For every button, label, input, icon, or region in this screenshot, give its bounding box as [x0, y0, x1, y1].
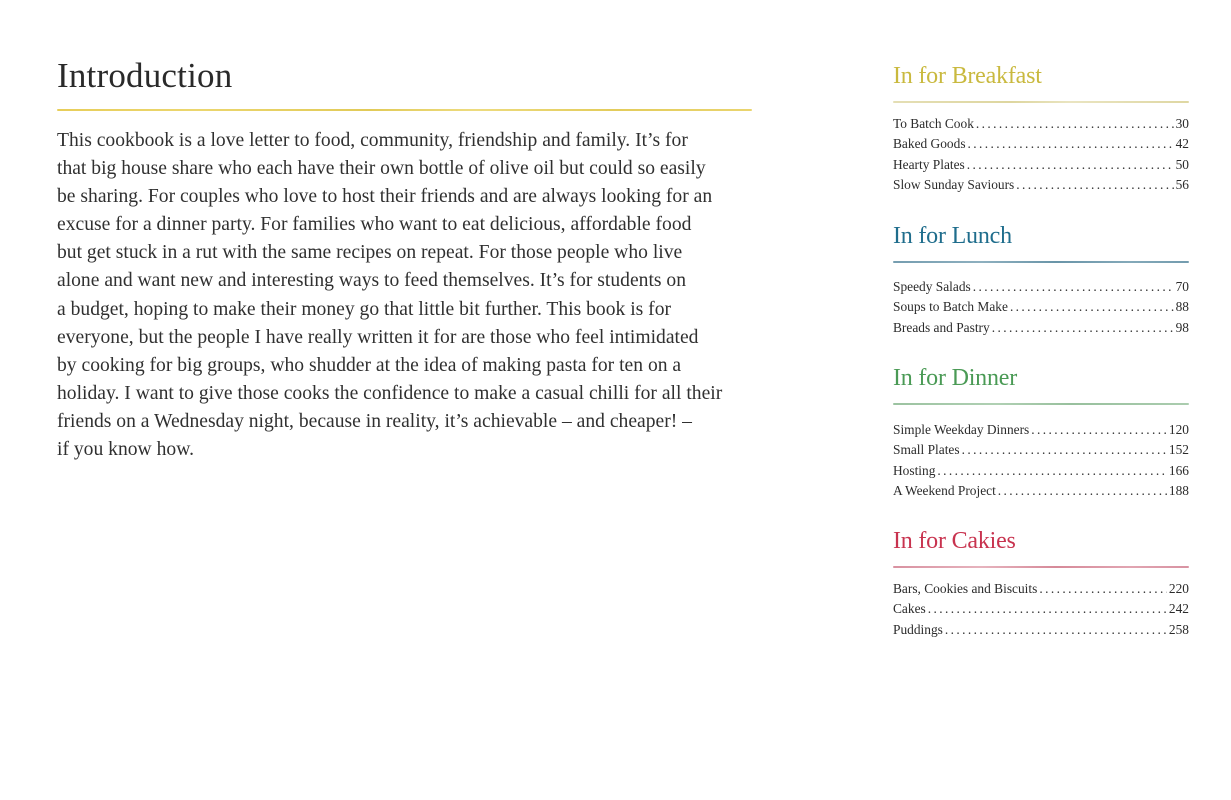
toc-section-cakies — [893, 525, 1189, 656]
entry-page-number: 70 — [1175, 279, 1189, 294]
dot-leader — [968, 134, 1174, 154]
section-heading-breakfast: In for Breakfast — [893, 63, 1042, 89]
entry-label: Cakes — [893, 601, 926, 617]
entry-label: Speedy Salads — [893, 279, 971, 294]
entry-page-number: 242 — [1168, 601, 1189, 617]
dot-leader — [976, 114, 1174, 134]
entry-label: Hosting — [893, 462, 936, 478]
section-heading-cakies: In for Cakies — [893, 528, 1016, 554]
body-line: This cookbook is a love letter to food, community, friendship and family. It’s for — [57, 130, 688, 151]
toc-entry[interactable] — [893, 134, 1189, 154]
body-line: by cooking for big groups, who shudder at the idea of making pasta for ten on a — [57, 354, 682, 376]
toc-section-dinner — [893, 362, 1189, 517]
entry-page-number: 166 — [1168, 462, 1189, 478]
page-title: Introduction — [57, 56, 233, 95]
toc-entry[interactable] — [893, 599, 1189, 619]
dot-leader — [1016, 175, 1173, 195]
dot-leader — [998, 481, 1167, 501]
section-heading-lunch: In for Lunch — [893, 223, 1012, 249]
toc-entry[interactable] — [893, 297, 1189, 317]
dot-leader — [973, 277, 1174, 297]
toc-section-breakfast — [893, 60, 1189, 211]
introduction-body — [57, 127, 757, 464]
dot-leader — [945, 620, 1167, 640]
dot-leader — [1039, 579, 1167, 599]
entry-page-number: 152 — [1168, 442, 1189, 458]
introduction-section — [57, 52, 757, 464]
toc-list-dinner — [893, 420, 1189, 501]
dot-leader — [928, 599, 1167, 619]
toc-entry[interactable] — [893, 620, 1189, 640]
toc-section-lunch — [893, 220, 1189, 354]
dot-leader — [1010, 297, 1174, 317]
toc-list-breakfast — [893, 114, 1189, 195]
toc-entry[interactable] — [893, 155, 1189, 175]
toc-entry[interactable] — [893, 440, 1189, 460]
body-line: that big house share who each have their own bottle of olive oil but could so easily — [57, 158, 706, 180]
title-divider — [57, 109, 752, 111]
entry-page-number: 88 — [1175, 299, 1189, 315]
entry-label: Breads and Pastry — [893, 319, 990, 335]
dot-leader — [937, 461, 1166, 481]
entry-label: Puddings — [893, 621, 943, 637]
toc-entry[interactable] — [893, 481, 1189, 501]
toc-list-cakies — [893, 579, 1189, 640]
body-line: everyone, but the people I have really written it for are those who feel intimidated — [57, 326, 699, 348]
entry-page-number: 220 — [1168, 581, 1189, 596]
entry-label: Hearty Plates — [893, 156, 965, 172]
toc-entry[interactable] — [893, 579, 1189, 599]
dot-leader — [1031, 420, 1167, 440]
body-line: but get stuck in a rut with the same recipes on repeat. For those people who live — [57, 242, 683, 264]
section-divider — [893, 261, 1189, 263]
dot-leader — [962, 440, 1167, 460]
body-line: excuse for a dinner party. For families who want to eat delicious, affordable food — [57, 214, 692, 236]
dot-leader — [992, 318, 1174, 338]
entry-page-number: 56 — [1175, 176, 1189, 192]
entry-page-number: 30 — [1175, 116, 1189, 131]
toc-entry[interactable] — [893, 420, 1189, 440]
entry-page-number: 98 — [1175, 319, 1189, 335]
toc-entry[interactable] — [893, 114, 1189, 134]
section-divider — [893, 101, 1189, 103]
entry-label: A Weekend Project — [893, 482, 996, 498]
body-line: if you know how. — [57, 439, 194, 461]
body-line: friends on a Wednesday night, because in reality, it’s achievable – and cheaper! – — [57, 410, 692, 432]
entry-label: Baked Goods — [893, 136, 966, 152]
toc-entry[interactable] — [893, 277, 1189, 297]
toc-entry[interactable] — [893, 318, 1189, 338]
entry-page-number: 258 — [1168, 621, 1189, 637]
body-line: a budget, hoping to make their money go that little bit further. This book is for — [57, 298, 672, 320]
entry-page-number: 42 — [1175, 136, 1189, 152]
entry-label: To Batch Cook — [893, 116, 974, 131]
entry-page-number: 188 — [1168, 482, 1189, 498]
body-line: holiday. I want to give those cooks the confidence to make a casual chilli for all their — [57, 382, 723, 404]
entry-label: Soups to Batch Make — [893, 299, 1008, 315]
entry-label: Small Plates — [893, 442, 960, 458]
entry-page-number: 120 — [1168, 422, 1189, 437]
body-line: be sharing. For couples who love to host their friends and are always looking for an — [57, 186, 713, 208]
section-divider — [893, 403, 1189, 405]
dot-leader — [967, 155, 1174, 175]
entry-label: Slow Sunday Saviours — [893, 176, 1015, 192]
body-line: alone and want new and interesting ways to feed themselves. It’s for students on — [57, 270, 687, 292]
toc-entry[interactable] — [893, 461, 1189, 481]
toc-entry[interactable] — [893, 175, 1189, 195]
entry-label: Simple Weekday Dinners — [893, 422, 1030, 437]
section-divider — [893, 566, 1189, 568]
entry-page-number: 50 — [1175, 156, 1189, 172]
section-heading-dinner: In for Dinner — [893, 365, 1018, 391]
entry-label: Bars, Cookies and Biscuits — [893, 581, 1038, 596]
toc-list-lunch — [893, 277, 1189, 338]
